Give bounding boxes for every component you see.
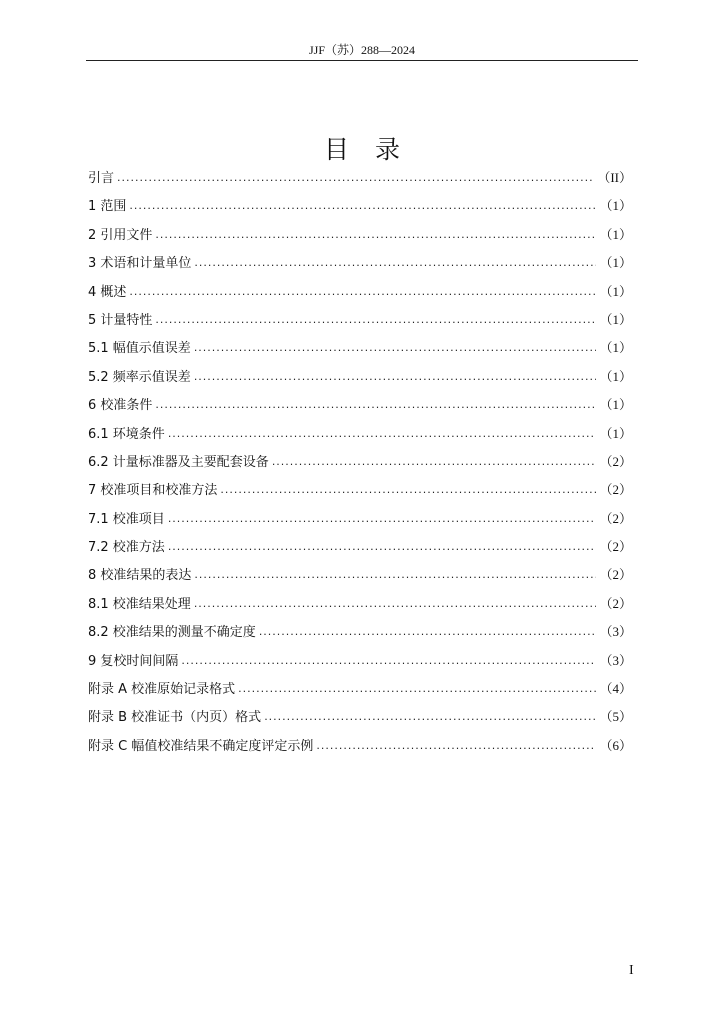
- toc-entry-page: （1）: [599, 311, 632, 327]
- toc-entry[interactable]: [88, 703, 632, 731]
- toc-entry-label: 6.2 计量标准器及主要配套设备: [88, 454, 269, 470]
- toc-dot-leader: [155, 306, 596, 334]
- toc-entry-label: 2 引用文件: [88, 227, 153, 243]
- toc-dot-leader: [264, 703, 596, 731]
- toc-entry-page: （II）: [597, 170, 632, 185]
- toc-entry-label: 9 复校时间间隔: [88, 653, 179, 669]
- toc-entry[interactable]: [88, 334, 632, 362]
- toc-entry[interactable]: [88, 278, 632, 306]
- page-title: 目录: [323, 134, 426, 164]
- toc-dot-leader: [194, 249, 596, 277]
- toc-dot-leader: [194, 334, 597, 362]
- toc-dot-leader: [194, 561, 596, 589]
- toc-entry-label: 1 范围: [88, 199, 127, 215]
- toc-entry-label: 4 概述: [88, 284, 127, 300]
- toc-entry-label: 附录 A 校准原始记录格式: [88, 682, 236, 698]
- toc-entry-page: （2）: [599, 453, 632, 469]
- toc-entry-page: （3）: [599, 652, 632, 668]
- toc-dot-leader: [117, 164, 594, 192]
- toc-entry[interactable]: [88, 732, 632, 760]
- toc-entry-page: （2）: [599, 482, 632, 498]
- toc-dot-leader: [155, 221, 596, 249]
- toc-entry-label: 3 术语和计量单位: [88, 256, 192, 272]
- toc-dot-leader: [181, 647, 596, 675]
- toc-entry-page: （3）: [599, 624, 632, 640]
- toc-entry-label: 5.1 幅值示值误差: [88, 341, 191, 357]
- toc-entry-page: （2）: [599, 567, 632, 583]
- toc-entry[interactable]: [88, 505, 632, 533]
- toc-entry-page: （1）: [599, 397, 632, 413]
- toc-entry-label: 引言: [88, 171, 115, 186]
- toc-dot-leader: [194, 590, 597, 618]
- page-number: I: [629, 963, 634, 978]
- toc-entry[interactable]: [88, 363, 632, 391]
- toc-entry-label: 附录 B 校准证书（内页）格式: [88, 710, 262, 726]
- toc-entry-page: （2）: [599, 539, 632, 555]
- table-of-contents: [88, 164, 632, 760]
- toc-dot-leader: [316, 732, 596, 760]
- toc-entry[interactable]: [88, 448, 632, 476]
- toc-dot-leader: [220, 476, 596, 504]
- toc-entry[interactable]: [88, 561, 632, 589]
- header-rule: [86, 60, 638, 61]
- toc-dot-leader: [259, 618, 597, 646]
- toc-entry-page: （6）: [599, 737, 632, 753]
- toc-entry[interactable]: [88, 249, 632, 277]
- toc-entry-label: 附录 C 幅值校准结果不确定度评定示例: [88, 738, 314, 754]
- toc-dot-leader: [238, 675, 596, 703]
- toc-dot-leader: [168, 505, 597, 533]
- toc-dot-leader: [129, 278, 596, 306]
- toc-entry[interactable]: [88, 675, 632, 703]
- toc-entry[interactable]: [88, 476, 632, 504]
- toc-entry-page: （1）: [599, 255, 632, 271]
- toc-entry[interactable]: [88, 391, 632, 419]
- toc-entry-page: （5）: [599, 709, 632, 725]
- toc-entry-label: 6.1 环境条件: [88, 426, 165, 442]
- toc-dot-leader: [272, 448, 597, 476]
- toc-entry-page: （1）: [599, 425, 632, 441]
- toc-entry-label: 5.2 频率示值误差: [88, 369, 191, 385]
- running-header: JJF（苏）288—2024: [308, 43, 415, 57]
- toc-entry[interactable]: [88, 618, 632, 646]
- toc-dot-leader: [129, 192, 596, 220]
- toc-entry-page: （1）: [599, 340, 632, 356]
- toc-entry-label: 5 计量特性: [88, 312, 153, 328]
- toc-entry-label: 8 校准结果的表达: [88, 568, 192, 584]
- toc-entry-label: 6 校准条件: [88, 398, 153, 414]
- toc-entry[interactable]: [88, 647, 632, 675]
- toc-entry-page: （1）: [599, 226, 632, 242]
- toc-dot-leader: [155, 391, 596, 419]
- toc-entry[interactable]: [88, 533, 632, 561]
- toc-entry-label: 7.1 校准项目: [88, 511, 165, 527]
- toc-entry-page: （2）: [599, 595, 632, 611]
- toc-entry-page: （2）: [599, 510, 632, 526]
- toc-entry[interactable]: [88, 221, 632, 249]
- toc-entry[interactable]: [88, 420, 632, 448]
- toc-entry[interactable]: [88, 164, 632, 192]
- toc-entry-page: （1）: [599, 198, 632, 214]
- toc-entry[interactable]: [88, 590, 632, 618]
- toc-dot-leader: [168, 420, 597, 448]
- toc-entry-page: （1）: [599, 283, 632, 299]
- toc-dot-leader: [194, 363, 597, 391]
- toc-entry[interactable]: [88, 306, 632, 334]
- toc-entry-label: 8.2 校准结果的测量不确定度: [88, 625, 256, 641]
- toc-entry-page: （1）: [599, 368, 632, 384]
- toc-entry-label: 8.1 校准结果处理: [88, 596, 191, 612]
- toc-dot-leader: [168, 533, 597, 561]
- toc-entry[interactable]: [88, 192, 632, 220]
- toc-entry-page: （4）: [599, 681, 632, 697]
- toc-entry-label: 7 校准项目和校准方法: [88, 483, 218, 499]
- toc-entry-label: 7.2 校准方法: [88, 540, 165, 556]
